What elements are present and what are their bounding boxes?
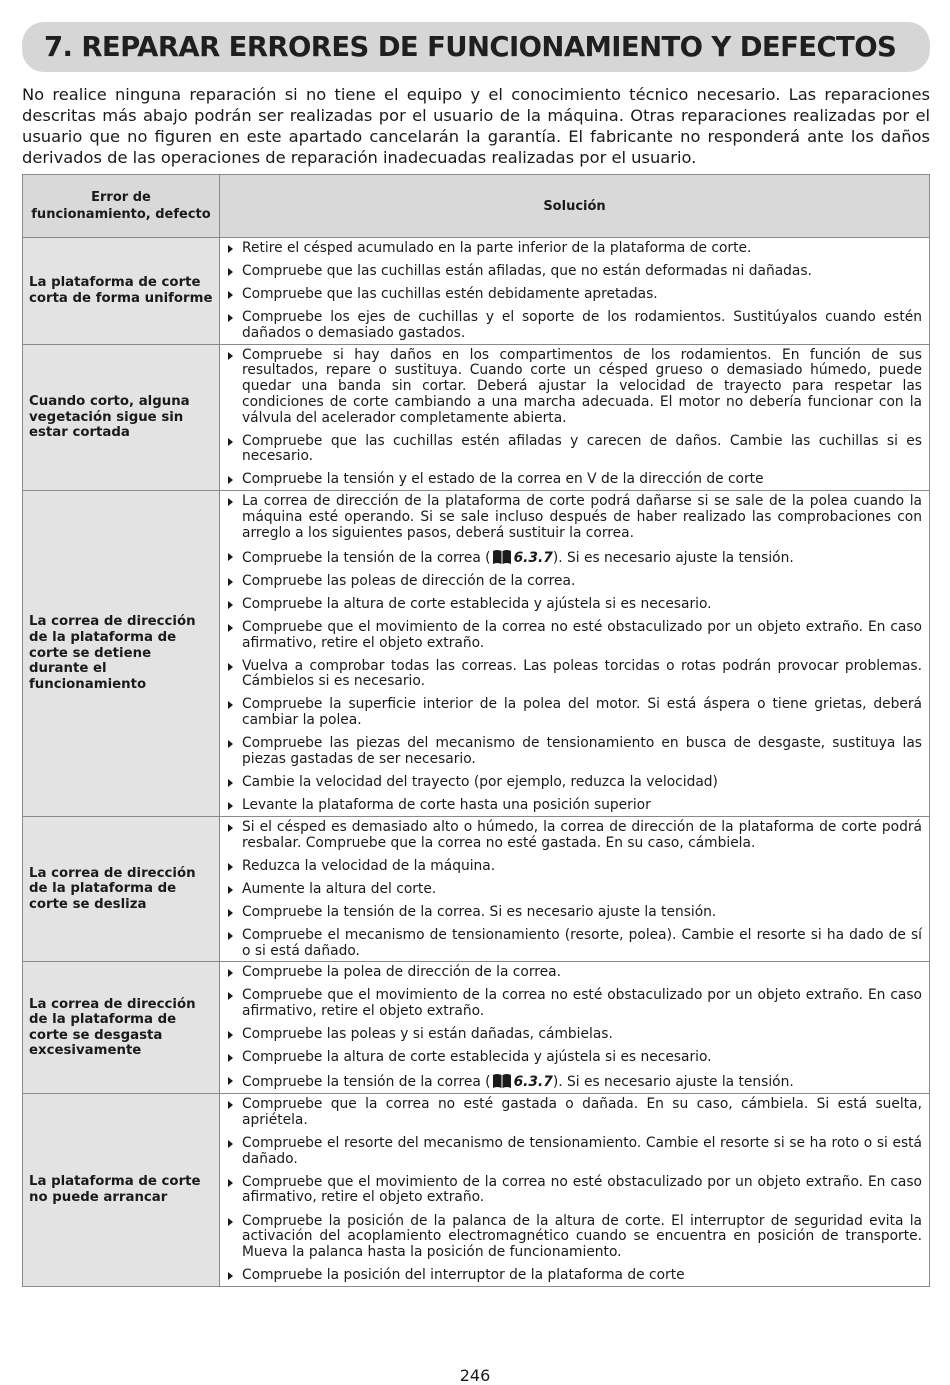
solution-item: Compruebe que el movimiento de la correa no esté obstaculizado por un objeto extraño. En caso afirmativo, retire el objeto extraño. bbox=[226, 988, 922, 1019]
arrow-bullet-icon bbox=[228, 553, 233, 561]
solution-cell bbox=[220, 1094, 930, 1287]
solution-list bbox=[226, 965, 922, 1091]
solution-item: Levante la plataforma de corte hasta una posición superior bbox=[226, 798, 922, 814]
solution-item: Compruebe que las cuchillas estén debidamente apretadas. bbox=[226, 287, 922, 303]
manual-book-icon bbox=[492, 549, 512, 564]
solution-item: Compruebe que las cuchillas están afiladas, que no están deformadas ni dañadas. bbox=[226, 264, 922, 280]
solution-item: Compruebe la altura de corte establecida y ajústela si es necesario. bbox=[226, 1050, 922, 1066]
solution-item: Compruebe los ejes de cuchillas y el soporte de los rodamientos. Sustitúyalos cuando estén dañados o demasiado gastados. bbox=[226, 310, 922, 341]
arrow-bullet-icon bbox=[228, 1179, 233, 1187]
arrow-bullet-icon bbox=[228, 863, 233, 871]
manual-book-icon bbox=[492, 1073, 512, 1088]
table-header-row bbox=[23, 175, 930, 238]
solution-item: Compruebe que la correa no esté gastada o dañada. En su caso, cámbiela. Si está suelta, apriétela. bbox=[226, 1097, 922, 1128]
arrow-bullet-icon bbox=[228, 1140, 233, 1148]
arrow-bullet-icon bbox=[228, 909, 233, 917]
arrow-bullet-icon bbox=[228, 663, 233, 671]
page-number: 246 bbox=[459, 1366, 491, 1385]
solution-item: Compruebe la superficie interior de la polea del motor. Si está áspera o tiene grietas, deberá cambiar la polea. bbox=[226, 697, 922, 728]
arrow-bullet-icon bbox=[228, 1054, 233, 1062]
arrow-bullet-icon bbox=[228, 1077, 233, 1085]
solution-cell bbox=[220, 962, 930, 1094]
solution-item: Compruebe que el movimiento de la correa no esté obstaculizado por un objeto extraño. En caso afirmativo, retire el objeto extraño. bbox=[226, 1175, 922, 1206]
solution-item: Compruebe la tensión y el estado de la correa en V de la dirección de corte bbox=[226, 472, 922, 488]
arrow-bullet-icon bbox=[228, 1218, 233, 1226]
arrow-bullet-icon bbox=[228, 352, 233, 360]
error-cell: La plataforma de corte corta de forma uniforme bbox=[23, 238, 220, 345]
solution-item: Compruebe la posición de la palanca de la altura de corte. El interruptor de seguridad evita la activación del acoplamiento electromagnético cuando se encuentra en posición de transporte. Mueva la palanca hasta la posición de funcionamiento. bbox=[226, 1214, 922, 1261]
solution-item: Si el césped es demasiado alto o húmedo, la correa de dirección de la plataforma de corte podrá resbalar. Compruebe que la correa no esté gastada. En su caso, cámbiela. bbox=[226, 820, 922, 851]
arrow-bullet-icon bbox=[228, 932, 233, 940]
arrow-bullet-icon bbox=[228, 969, 233, 977]
table-row bbox=[23, 344, 930, 490]
solution-item: Compruebe las piezas del mecanismo de tensionamiento en busca de desgaste, sustituya las piezas gastadas de ser necesario. bbox=[226, 736, 922, 767]
arrow-bullet-icon bbox=[228, 601, 233, 609]
arrow-bullet-icon bbox=[228, 1031, 233, 1039]
section-reference: 6.3.7 bbox=[513, 549, 553, 566]
solution-item: Compruebe la polea de dirección de la correa. bbox=[226, 965, 922, 981]
arrow-bullet-icon bbox=[228, 624, 233, 632]
solution-item: Compruebe la posición del interruptor de la plataforma de corte bbox=[226, 1268, 922, 1284]
solution-item: Compruebe la tensión de la correa. Si es necesario ajuste la tensión. bbox=[226, 905, 922, 921]
solution-cell bbox=[220, 491, 930, 817]
error-cell: Cuando corto, alguna vegetación sigue sin estar cortada bbox=[23, 344, 220, 490]
arrow-bullet-icon bbox=[228, 498, 233, 506]
solution-list bbox=[226, 1097, 922, 1284]
arrow-bullet-icon bbox=[228, 886, 233, 894]
error-cell: La plataforma de corte no puede arrancar bbox=[23, 1094, 220, 1287]
arrow-bullet-icon bbox=[228, 314, 233, 322]
arrow-bullet-icon bbox=[228, 992, 233, 1000]
solution-item: Compruebe las poleas y si están dañadas, cámbielas. bbox=[226, 1027, 922, 1043]
solution-item: Compruebe el mecanismo de tensionamiento (resorte, polea). Cambie el resorte si ha dado de sí o si está dañado. bbox=[226, 928, 922, 959]
solution-item: Compruebe las poleas de dirección de la correa. bbox=[226, 574, 922, 590]
section-title-bar bbox=[22, 22, 930, 72]
arrow-bullet-icon bbox=[228, 291, 233, 299]
solution-item: Compruebe la altura de corte establecida y ajústela si es necesario. bbox=[226, 597, 922, 613]
solution-item: Compruebe que el movimiento de la correa no esté obstaculizado por un objeto extraño. En caso afirmativo, retire el objeto extraño. bbox=[226, 620, 922, 651]
solution-list bbox=[226, 241, 922, 342]
arrow-bullet-icon bbox=[228, 245, 233, 253]
troubleshooting-table bbox=[22, 174, 930, 1287]
solution-item: Compruebe el resorte del mecanismo de tensionamiento. Cambie el resorte si se ha roto o si está dañado. bbox=[226, 1136, 922, 1167]
solution-item: Retire el césped acumulado en la parte inferior de la plataforma de corte. bbox=[226, 241, 922, 257]
arrow-bullet-icon bbox=[228, 824, 233, 832]
section-reference: 6.3.7 bbox=[513, 1074, 553, 1091]
solution-item: Compruebe si hay daños en los compartimentos de los rodamientos. En función de sus resultados, repare o sustituya. Cuando corte un césped grueso o demasiado húmedo, puede quedar una banda sin cortar. Deberá ajustar la velocidad de trayecto para respetar las condiciones de corte cambiando a una marcha adecuada. El motor no debería funcionar con la válvula del acelerador completamente abierta. bbox=[226, 348, 922, 427]
solution-item: Compruebe la tensión de la correa ( 6.3.7). Si es necesario ajuste la tensión. bbox=[226, 549, 922, 567]
arrow-bullet-icon bbox=[228, 802, 233, 810]
solution-item: Cambie la velocidad del trayecto (por ejemplo, reduzca la velocidad) bbox=[226, 775, 922, 791]
intro-paragraph: No realice ninguna reparación si no tiene el equipo y el conocimiento técnico necesario. Las reparaciones descritas más abajo podrán ser realizadas por el usuario de la máquina. Otras reparaciones realizadas por el usuario que no figuren en este apartado cancelarán la garantía. El fabricante no responderá ante los daños derivados de las operaciones de reparación inadecuadas realizadas por el usuario. bbox=[22, 85, 930, 167]
table-row bbox=[23, 816, 930, 961]
header-error: Error de funcionamiento, defecto bbox=[23, 175, 220, 238]
error-cell: La correa de dirección de la plataforma de corte se desgasta excesivamente bbox=[23, 962, 220, 1094]
solution-cell bbox=[220, 238, 930, 345]
solution-list bbox=[226, 820, 922, 959]
solution-item: Compruebe la tensión de la correa ( 6.3.7). Si es necesario ajuste la tensión. bbox=[226, 1073, 922, 1091]
arrow-bullet-icon bbox=[228, 701, 233, 709]
solution-item: Vuelva a comprobar todas las correas. Las poleas torcidas o rotas podrán provocar problemas. Cámbielos si es necesario. bbox=[226, 659, 922, 690]
header-solution: Solución bbox=[220, 175, 930, 238]
solution-list bbox=[226, 494, 922, 814]
arrow-bullet-icon bbox=[228, 438, 233, 446]
table-row bbox=[23, 1094, 930, 1287]
error-cell: La correa de dirección de la plataforma de corte se detiene durante el funcionamiento bbox=[23, 491, 220, 817]
table-row bbox=[23, 491, 930, 817]
solution-item: Reduzca la velocidad de la máquina. bbox=[226, 859, 922, 875]
table-row bbox=[23, 238, 930, 345]
arrow-bullet-icon bbox=[228, 268, 233, 276]
arrow-bullet-icon bbox=[228, 1272, 233, 1280]
section-title: 7. REPARAR ERRORES DE FUNCIONAMIENTO Y DEFECTOS bbox=[44, 31, 897, 63]
solution-list bbox=[226, 348, 922, 488]
solution-item: Compruebe que las cuchillas estén afiladas y carecen de daños. Cambie las cuchillas si es necesario. bbox=[226, 434, 922, 465]
error-cell: La correa de dirección de la plataforma de corte se desliza bbox=[23, 816, 220, 961]
arrow-bullet-icon bbox=[228, 779, 233, 787]
arrow-bullet-icon bbox=[228, 578, 233, 586]
arrow-bullet-icon bbox=[228, 476, 233, 484]
solution-item: La correa de dirección de la plataforma de corte podrá dañarse si se sale de la polea cuando la máquina esté operando. Si se sale incluso después de haber realizado las comprobaciones con arreglo a los siguientes pasos, deberá sustituir la correa. bbox=[226, 494, 922, 541]
solution-cell bbox=[220, 344, 930, 490]
solution-cell bbox=[220, 816, 930, 961]
table-row bbox=[23, 962, 930, 1094]
solution-item: Aumente la altura del corte. bbox=[226, 882, 922, 898]
arrow-bullet-icon bbox=[228, 740, 233, 748]
arrow-bullet-icon bbox=[228, 1101, 233, 1109]
